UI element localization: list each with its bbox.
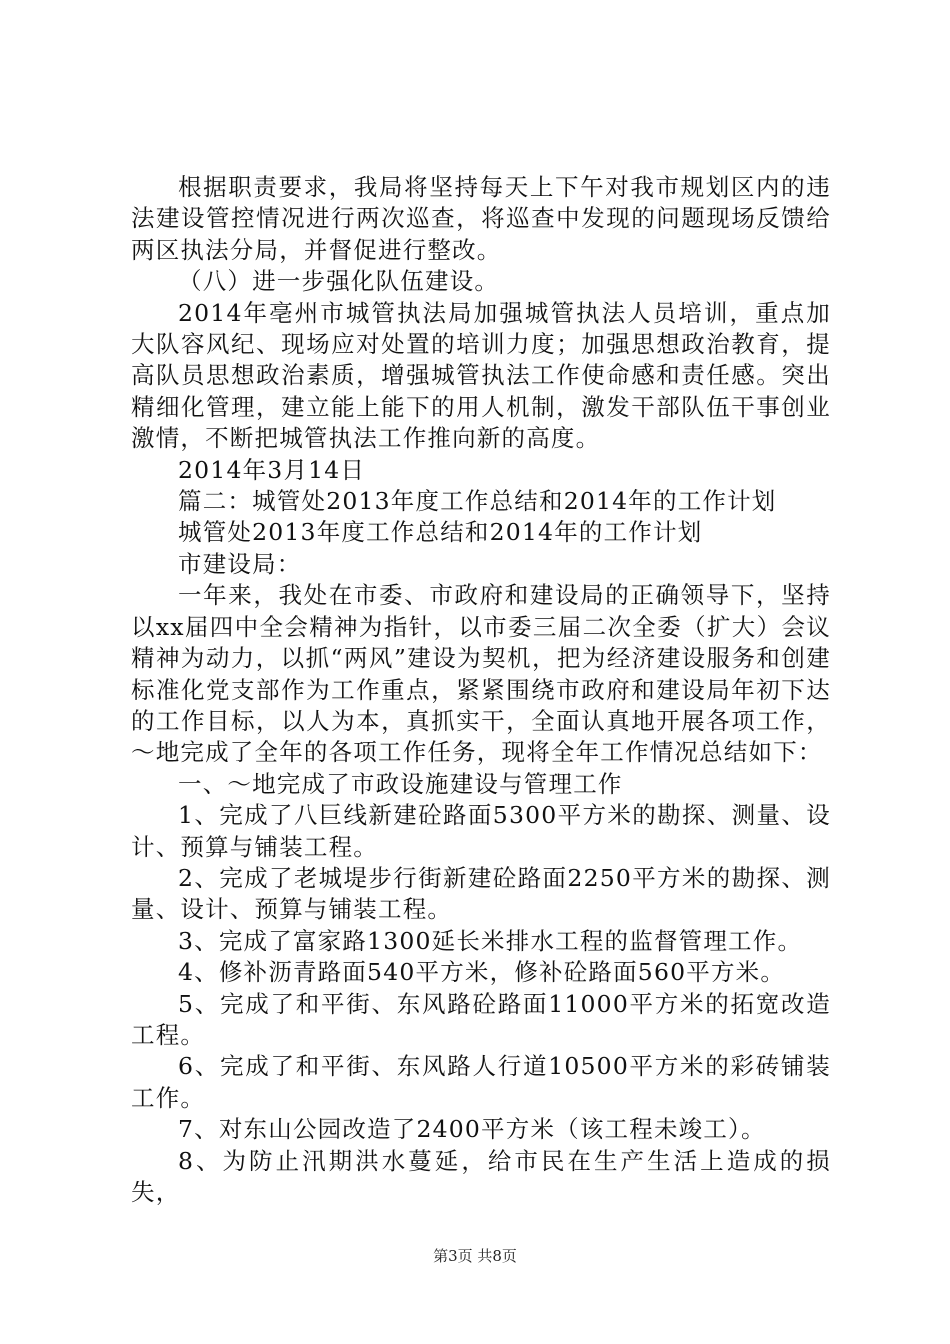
document-title: 城管处2013年度工作总结和2014年的工作计划 bbox=[178, 518, 703, 547]
list-item: 1、完成了八巨线新建砼路面5300平方米的勘探、测量、设计、预算与铺装工程。 bbox=[131, 801, 831, 861]
list-item: 2、完成了老城堤步行街新建砼路面2250平方米的勘探、测量、设计、预算与铺装工程。 bbox=[131, 863, 831, 924]
section-heading: 一、～地完成了市政设施建设与管理工作 bbox=[178, 769, 623, 798]
list-item: 4、修补沥青路面540平方米，修补砼路面560平方米。 bbox=[178, 958, 786, 987]
section-heading: （八）进一步强化队伍建设。 bbox=[178, 267, 500, 296]
paragraph: 一年来，我处在市委、市政府和建设局的正确领导下，坚持以xx届四中全会精神为指针，以市委三届二次全委（扩大）会议精神为动力，以抓“两风”建设为契机，把为经济建设服务和创建标准化党支部作为工作重点，紧紧围绕市政府和建设局年初下达的工作目标，以人为本，真抓实干，全面认真地开展各项工作，～地完成了全年的各项工作任务，现将全年工作情况总结如下： bbox=[131, 581, 831, 767]
date-line: 2014年3月14日 bbox=[178, 455, 366, 484]
article-heading: 篇二：城管处2013年度工作总结和2014年的工作计划 bbox=[178, 487, 777, 516]
list-item: 5、完成了和平街、东风路砼路面11000平方米的拓宽改造工程。 bbox=[131, 989, 831, 1049]
list-item: 7、对东山公园改造了2400平方米（该工程未竣工）。 bbox=[178, 1115, 766, 1144]
paragraph: 根据职责要求，我局将坚持每天上下午对我市规划区内的违法建设管控情况进行两次巡查，将巡查中发现的问题现场反馈给两区执法分局，并督促进行整改。 bbox=[131, 173, 831, 264]
paragraph: 2014年亳州市城管执法局加强城管执法人员培训，重点加大队容风纪、现场应对处置的培训力度；加强思想政治教育，提高队员思想政治素质，增强城管执法工作使命感和责任感。突出精细化管理，建立能上能下的用人机制，激发干部队伍干事创业激情，不断把城管执法工作推向新的高度。 bbox=[131, 298, 831, 453]
salutation: 市建设局： bbox=[178, 549, 302, 578]
document-body bbox=[131, 172, 831, 1208]
list-item: 6、完成了和平街、东风路人行道10500平方米的彩砖铺装工作。 bbox=[131, 1052, 831, 1112]
list-item: 3、完成了富家路1300延长米排水工程的监督管理工作。 bbox=[178, 926, 803, 955]
list-item: 8、为防止汛期洪水蔓延，给市民在生产生活上造成的损失， bbox=[131, 1146, 831, 1206]
page-number-footer: 第3页 共8页 bbox=[433, 1247, 517, 1265]
